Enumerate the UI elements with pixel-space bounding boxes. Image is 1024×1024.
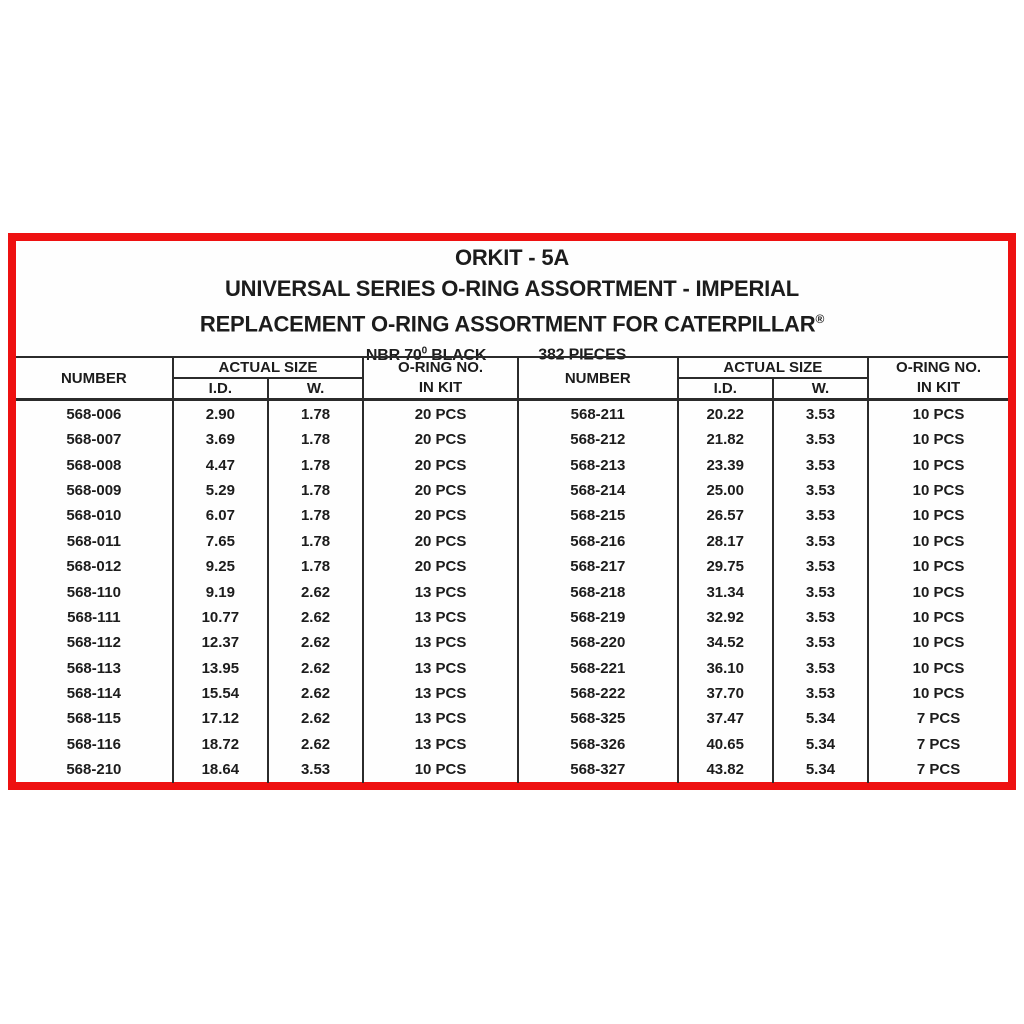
oring-assortment-table xyxy=(16,356,1008,783)
width-cell: 5.34 xyxy=(773,757,868,783)
id-cell: 36.10 xyxy=(678,655,773,680)
width-cell: 3.53 xyxy=(773,529,868,554)
width-cell: 3.53 xyxy=(773,478,868,503)
part-number-cell: 568-212 xyxy=(518,427,678,452)
title-block xyxy=(16,241,1008,364)
kit-qty-cell: 7 PCS xyxy=(916,761,961,779)
kit-qty-cell: 10 PCS xyxy=(912,405,965,423)
part-number-cell: 568-009 xyxy=(16,478,173,503)
part-number-cell: 568-211 xyxy=(518,400,678,428)
id-cell: 17.12 xyxy=(173,706,268,731)
oring-no-line2: IN KIT xyxy=(916,379,961,396)
width-cell: 2.62 xyxy=(268,630,363,655)
id-cell: 32.92 xyxy=(678,605,773,630)
width-cell: 2.62 xyxy=(268,706,363,731)
part-number-cell: 568-214 xyxy=(518,478,678,503)
col-header-actual-size-left: ACTUAL SIZE xyxy=(173,357,363,378)
material-degree-sup: 0 xyxy=(421,345,427,357)
kit-qty-cell: 10 PCS xyxy=(912,583,965,601)
kit-qty-cell: 13 PCS xyxy=(363,706,518,731)
width-cell: 3.53 xyxy=(773,579,868,604)
part-number-cell: 568-218 xyxy=(518,579,678,604)
table-row xyxy=(16,579,1008,604)
id-cell: 29.75 xyxy=(678,554,773,579)
part-number-cell: 568-111 xyxy=(16,605,173,630)
kit-qty-cell: 13 PCS xyxy=(363,579,518,604)
width-cell: 3.53 xyxy=(268,757,363,783)
id-cell: 15.54 xyxy=(173,681,268,706)
kit-qty-cell: 20 PCS xyxy=(363,400,518,428)
part-number-cell: 568-110 xyxy=(16,579,173,604)
kit-qty-cell: 10 PCS xyxy=(912,507,965,525)
id-cell: 37.70 xyxy=(678,681,773,706)
width-cell: 1.78 xyxy=(268,503,363,528)
width-cell: 2.62 xyxy=(268,655,363,680)
width-cell: 2.62 xyxy=(268,732,363,757)
col-header-id-left: I.D. xyxy=(173,378,268,399)
part-number-cell: 568-012 xyxy=(16,554,173,579)
width-cell: 3.53 xyxy=(773,427,868,452)
kit-qty-cell: 13 PCS xyxy=(363,732,518,757)
id-cell: 18.72 xyxy=(173,732,268,757)
series-subtitle: UNIVERSAL SERIES O-RING ASSORTMENT - IMPERIAL xyxy=(224,276,800,301)
id-cell: 7.65 xyxy=(173,529,268,554)
id-cell: 10.77 xyxy=(173,605,268,630)
part-number-cell: 568-213 xyxy=(518,452,678,477)
id-cell: 21.82 xyxy=(678,427,773,452)
id-cell: 40.65 xyxy=(678,732,773,757)
width-cell: 1.78 xyxy=(268,554,363,579)
part-number-cell: 568-112 xyxy=(16,630,173,655)
width-cell: 3.53 xyxy=(773,630,868,655)
kit-qty-cell: 20 PCS xyxy=(363,478,518,503)
material-spec-color: BLACK xyxy=(427,346,487,364)
kit-qty-cell: 10 PCS xyxy=(912,558,965,576)
width-cell: 3.53 xyxy=(773,503,868,528)
table-row xyxy=(16,732,1008,757)
width-cell: 3.53 xyxy=(773,554,868,579)
part-number-cell: 568-006 xyxy=(16,400,173,428)
kit-qty-cell: 20 PCS xyxy=(363,452,518,477)
kit-qty-cell: 13 PCS xyxy=(363,630,518,655)
part-number-cell: 568-217 xyxy=(518,554,678,579)
replacement-subtitle xyxy=(16,304,1008,339)
width-cell: 5.34 xyxy=(773,706,868,731)
col-header-w-left: W. xyxy=(268,378,363,399)
width-cell: 1.78 xyxy=(268,478,363,503)
width-cell: 3.53 xyxy=(773,400,868,428)
width-cell: 1.78 xyxy=(268,452,363,477)
kit-qty-cell: 10 PCS xyxy=(912,659,965,677)
datasheet-frame xyxy=(8,233,1016,790)
kit-qty-cell: 10 PCS xyxy=(912,685,965,703)
pieces-count: 382 PIECES xyxy=(538,346,627,364)
part-number-cell: 568-011 xyxy=(16,529,173,554)
registered-trademark-mark: ® xyxy=(815,312,825,326)
table-row xyxy=(16,503,1008,528)
kit-qty-cell: 7 PCS xyxy=(916,735,961,753)
part-number-cell: 568-113 xyxy=(16,655,173,680)
kit-title: ORKIT - 5A xyxy=(454,245,570,270)
width-cell: 1.78 xyxy=(268,400,363,428)
part-number-cell: 568-007 xyxy=(16,427,173,452)
part-number-cell: 568-221 xyxy=(518,655,678,680)
id-cell: 34.52 xyxy=(678,630,773,655)
kit-qty-cell: 20 PCS xyxy=(363,554,518,579)
width-cell: 3.53 xyxy=(773,655,868,680)
id-cell: 3.69 xyxy=(173,427,268,452)
id-cell: 2.90 xyxy=(173,400,268,428)
part-number-cell: 568-325 xyxy=(518,706,678,731)
id-cell: 37.47 xyxy=(678,706,773,731)
table-row xyxy=(16,706,1008,731)
kit-qty-cell: 20 PCS xyxy=(363,503,518,528)
col-header-actual-size-right: ACTUAL SIZE xyxy=(678,357,868,378)
table-row xyxy=(16,757,1008,783)
width-cell: 3.53 xyxy=(773,605,868,630)
width-cell: 3.53 xyxy=(773,452,868,477)
width-cell: 1.78 xyxy=(268,427,363,452)
part-number-cell: 568-115 xyxy=(16,706,173,731)
id-cell: 31.34 xyxy=(678,579,773,604)
width-cell: 5.34 xyxy=(773,732,868,757)
kit-qty-cell: 10 PCS xyxy=(912,608,965,626)
id-cell: 6.07 xyxy=(173,503,268,528)
part-number-cell: 568-219 xyxy=(518,605,678,630)
width-cell: 2.62 xyxy=(268,681,363,706)
table-row xyxy=(16,452,1008,477)
table-row xyxy=(16,478,1008,503)
kit-qty-cell: 7 PCS xyxy=(916,710,961,728)
table-body xyxy=(16,400,1008,783)
replacement-subtitle-text: REPLACEMENT O-RING ASSORTMENT FOR CATERPILLAR xyxy=(199,311,816,337)
col-header-number-left: NUMBER xyxy=(16,357,173,400)
width-cell: 2.62 xyxy=(268,579,363,604)
table-row xyxy=(16,605,1008,630)
id-cell: 25.00 xyxy=(678,478,773,503)
id-cell: 26.57 xyxy=(678,503,773,528)
table-row xyxy=(16,554,1008,579)
id-cell: 5.29 xyxy=(173,478,268,503)
table-row xyxy=(16,400,1008,428)
material-spec-text: NBR 70 xyxy=(365,346,422,364)
table-header-row-1 xyxy=(16,357,1008,378)
id-cell: 9.19 xyxy=(173,579,268,604)
part-number-cell: 568-327 xyxy=(518,757,678,783)
oring-no-line1: O-RING NO. xyxy=(896,359,982,376)
id-cell: 13.95 xyxy=(173,655,268,680)
part-number-cell: 568-010 xyxy=(16,503,173,528)
part-number-cell: 568-116 xyxy=(16,732,173,757)
kit-qty-cell: 20 PCS xyxy=(363,529,518,554)
part-number-cell: 568-216 xyxy=(518,529,678,554)
part-number-cell: 568-326 xyxy=(518,732,678,757)
part-number-cell: 568-215 xyxy=(518,503,678,528)
kit-qty-cell: 10 PCS xyxy=(912,532,965,550)
kit-qty-cell: 13 PCS xyxy=(363,681,518,706)
kit-qty-cell: 20 PCS xyxy=(363,427,518,452)
col-header-oring-no-right xyxy=(868,357,1008,400)
id-cell: 20.22 xyxy=(678,400,773,428)
part-number-cell: 568-222 xyxy=(518,681,678,706)
col-header-id-right: I.D. xyxy=(678,378,773,399)
id-cell: 4.47 xyxy=(173,452,268,477)
kit-qty-cell: 10 PCS xyxy=(912,482,965,500)
kit-qty-cell: 13 PCS xyxy=(363,655,518,680)
col-header-number-right: NUMBER xyxy=(518,357,678,400)
id-cell: 23.39 xyxy=(678,452,773,477)
table-row xyxy=(16,681,1008,706)
part-number-cell: 568-114 xyxy=(16,681,173,706)
id-cell: 12.37 xyxy=(173,630,268,655)
id-cell: 18.64 xyxy=(173,757,268,783)
oring-no-line1: O-RING NO. xyxy=(398,359,484,376)
oring-no-line2: IN KIT xyxy=(418,379,463,396)
part-number-cell: 568-220 xyxy=(518,630,678,655)
col-header-w-right: W. xyxy=(773,378,868,399)
kit-qty-cell: 10 PCS xyxy=(912,456,965,474)
col-header-oring-no-left xyxy=(363,357,518,400)
part-number-cell: 568-210 xyxy=(16,757,173,783)
id-cell: 28.17 xyxy=(678,529,773,554)
table-row xyxy=(16,529,1008,554)
id-cell: 43.82 xyxy=(678,757,773,783)
kit-qty-cell: 10 PCS xyxy=(912,634,965,652)
table-row xyxy=(16,630,1008,655)
id-cell: 9.25 xyxy=(173,554,268,579)
table-row xyxy=(16,655,1008,680)
width-cell: 1.78 xyxy=(268,529,363,554)
part-number-cell: 568-008 xyxy=(16,452,173,477)
width-cell: 3.53 xyxy=(773,681,868,706)
kit-qty-cell: 10 PCS xyxy=(912,431,965,449)
width-cell: 2.62 xyxy=(268,605,363,630)
table-header xyxy=(16,357,1008,400)
kit-qty-cell: 10 PCS xyxy=(363,757,518,783)
kit-qty-cell: 13 PCS xyxy=(363,605,518,630)
table-row xyxy=(16,427,1008,452)
